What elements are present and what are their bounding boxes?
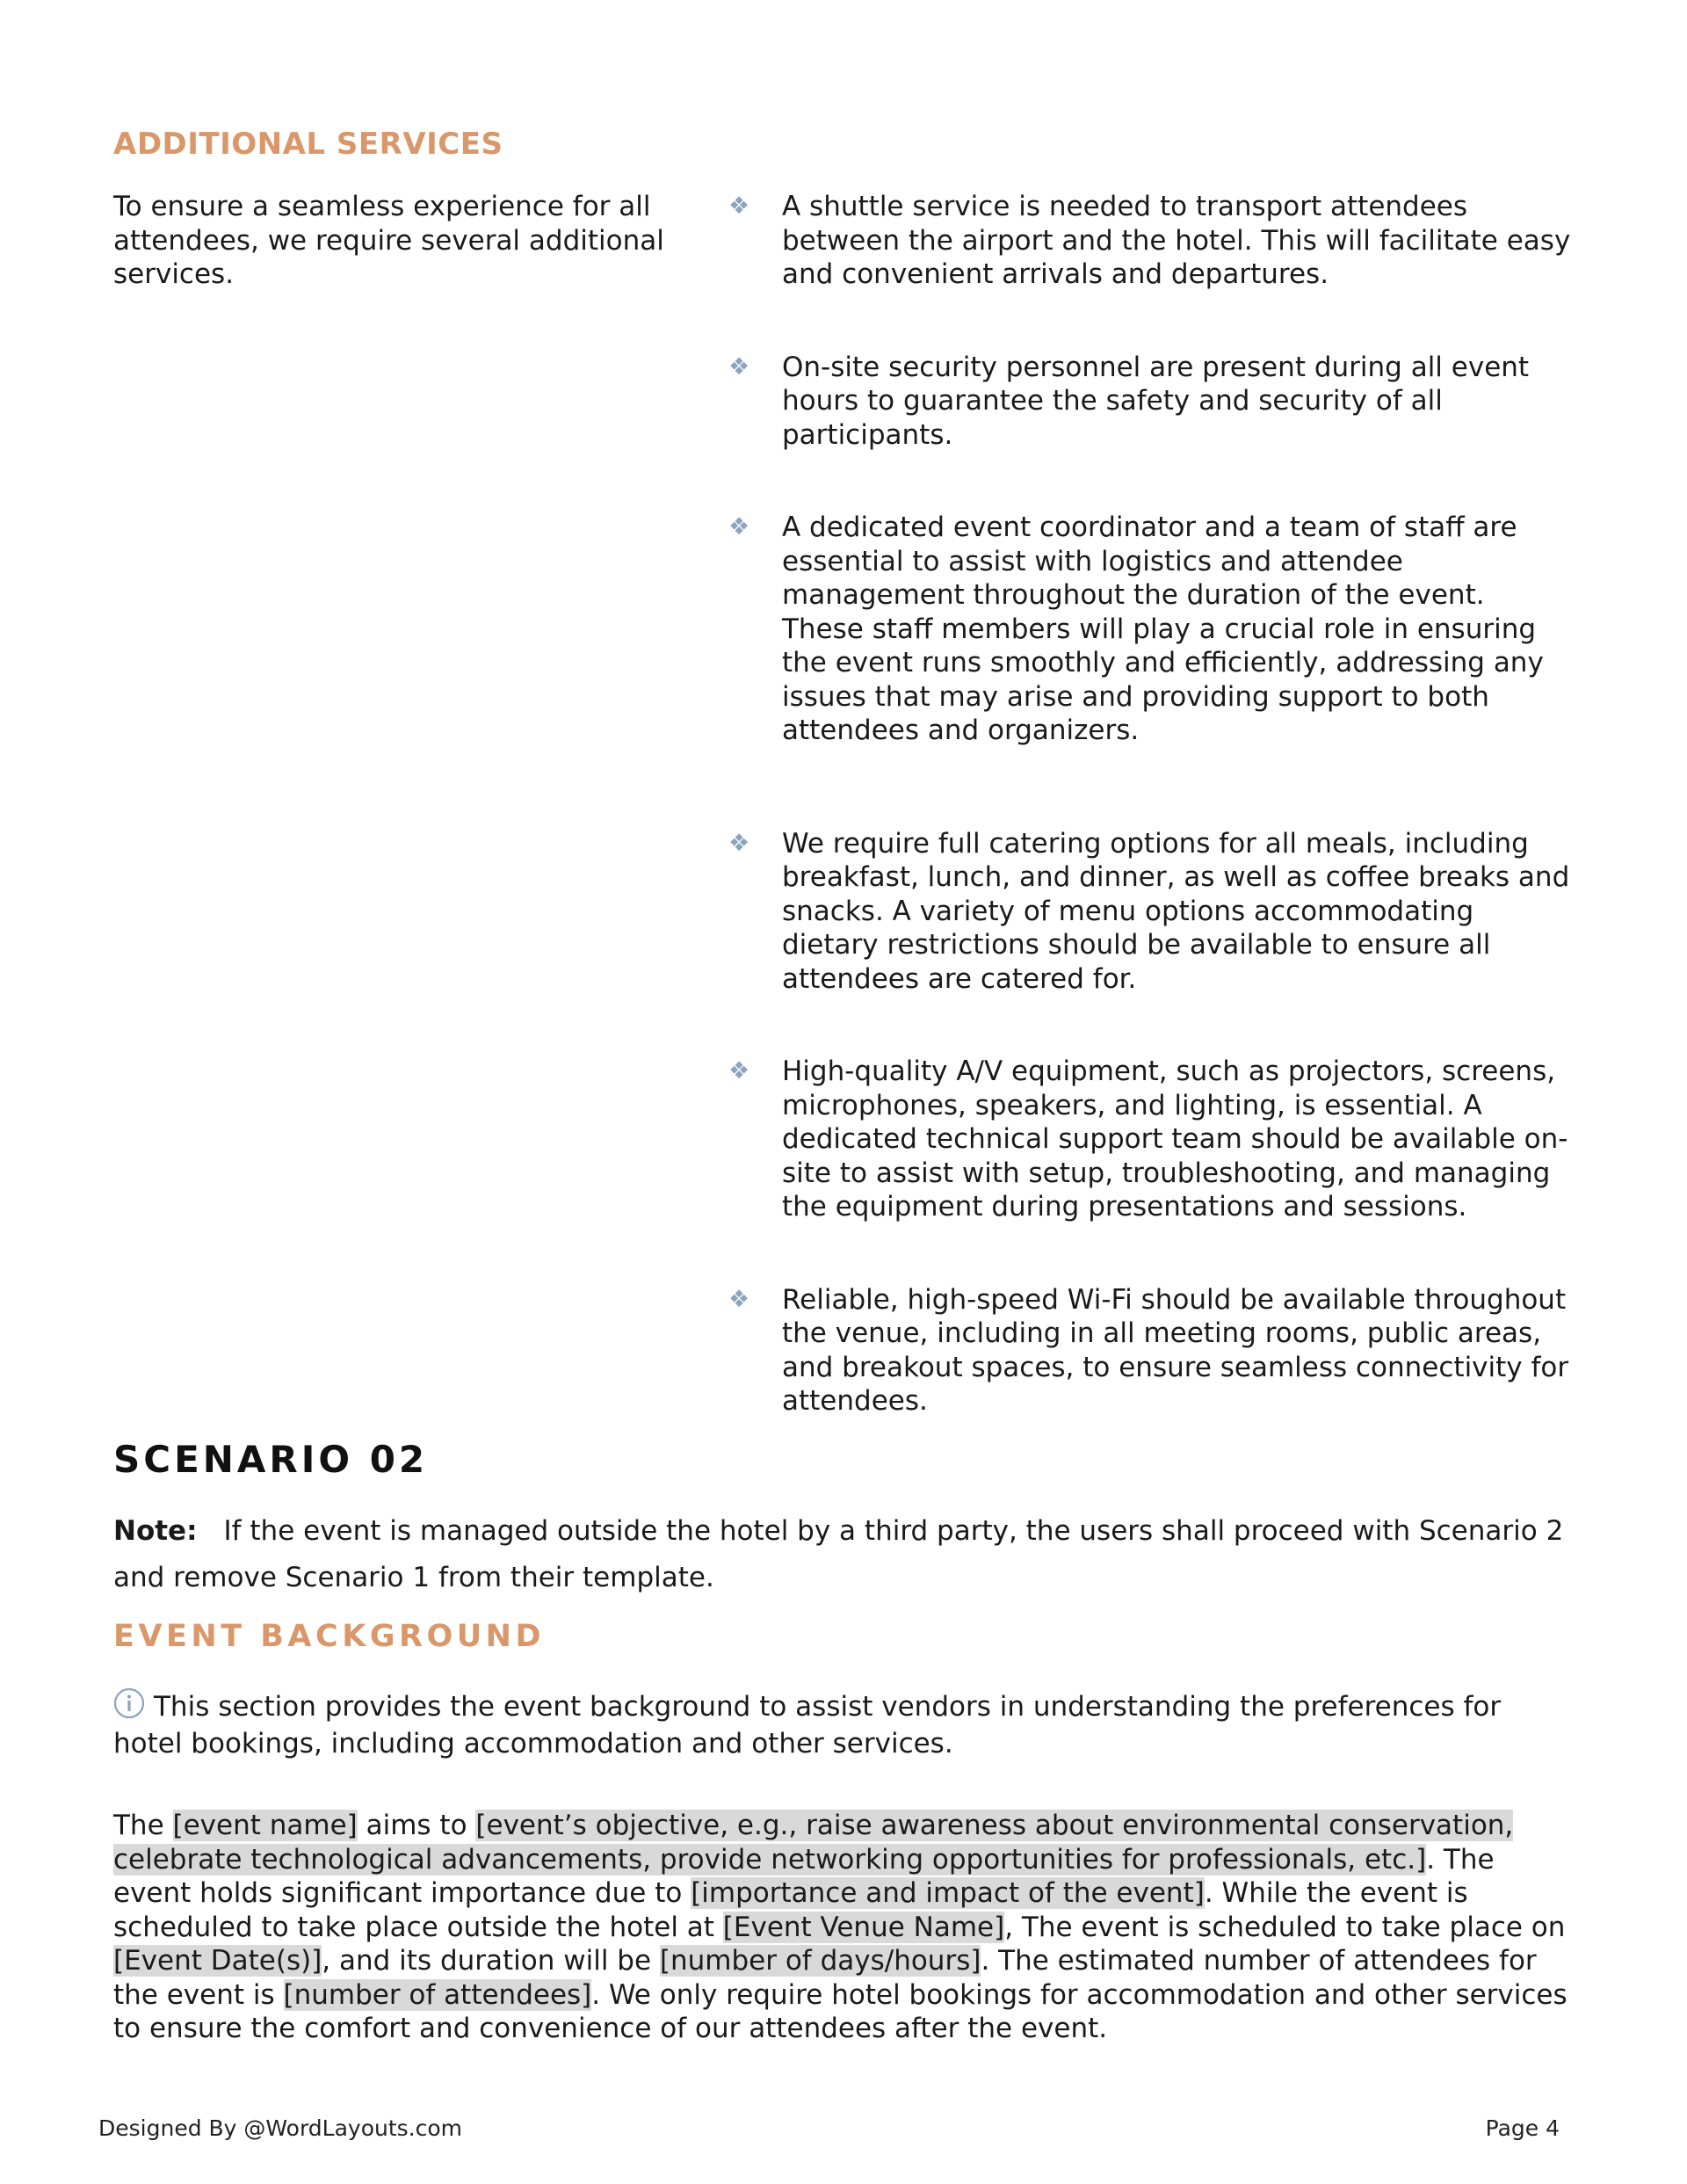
note-label: Note:: [113, 1515, 198, 1547]
note-text: If the event is managed outside the hotel by a third party, the users shall proceed with Scenario 2 and remove Scenario 1 from their template.: [113, 1515, 1564, 1593]
list-item: [728, 1283, 1572, 1419]
diamond-bullet-icon: ❖: [728, 192, 750, 220]
placeholder-event-name[interactable]: [event name]: [172, 1810, 358, 1841]
list-item: [728, 351, 1572, 453]
placeholder-importance[interactable]: [importance and impact of the event]: [691, 1877, 1205, 1909]
page-number: Page 4: [1485, 2115, 1560, 2141]
bullet-text: High-quality A/V equipment, such as projectors, screens, microphones, speakers, and lighting, is essential. A dedicated technical support team should be available on-site to assist with setup, troubleshooting, and managing the equipment during presentations and sessions.: [782, 1056, 1568, 1223]
paragraph-text: The: [113, 1810, 173, 1841]
list-item: [728, 190, 1572, 292]
diamond-bullet-icon: ❖: [728, 352, 750, 381]
list-item: [728, 827, 1572, 997]
paragraph-text: , The event is scheduled to take place on: [1004, 1911, 1566, 1943]
list-item: [728, 511, 1572, 748]
paragraph-text: . The event holds significant importance due to: [113, 1843, 1495, 1909]
event-background-heading: EVENT BACKGROUND: [113, 1619, 546, 1654]
info-text: This section provides the event background to assist vendors in understanding the preferences for hotel bookings, including accommodation and other services.: [113, 1691, 1502, 1760]
list-item: [728, 1055, 1572, 1224]
services-bullet-list: [728, 190, 1572, 1419]
footer-credit: Designed By @WordLayouts.com: [98, 2115, 463, 2141]
bullet-text: A dedicated event coordinator and a team of staff are essential to assist with logistics and attendee management throughout the duration of the event. These staff members will play a crucial role in ensuring the event runs smoothly and efficiently, addressing any issues that may arise and providing support to both attendees and organizers.: [782, 512, 1544, 746]
diamond-bullet-icon: ❖: [728, 829, 750, 857]
paragraph-text: . We only require hotel bookings for accommodation and other services to ensure the comfort and convenience of our attendees after the event.: [113, 1978, 1568, 2044]
placeholder-attendees[interactable]: [number of attendees]: [283, 1978, 592, 2011]
paragraph-text: . The estimated number of attendees for the event is: [113, 1945, 1537, 2011]
paragraph-text: , and its duration will be: [322, 1945, 660, 1977]
scenario-note: [113, 1508, 1572, 1601]
paragraph-text: aims to: [357, 1810, 476, 1841]
bullet-text: On-site security personnel are present during all event hours to guarantee the safety and security of all participants.: [782, 351, 1530, 451]
bullet-text: Reliable, high-speed Wi-Fi should be available throughout the venue, including in all meeting rooms, public areas, and breakout spaces, to ensure seamless connectivity for attendees.: [782, 1283, 1569, 1417]
paragraph-text: . While the event is scheduled to take place outside the hotel at: [113, 1877, 1468, 1943]
diamond-bullet-icon: ❖: [728, 1057, 750, 1085]
bullet-text: A shuttle service is needed to transport attendees between the airport and the hotel. This will facilitate easy and convenient arrivals and departures.: [782, 191, 1571, 290]
additional-services-intro: To ensure a seamless experience for all attendees, we require several additional services.: [113, 191, 664, 290]
diamond-bullet-icon: ❖: [728, 1285, 750, 1313]
placeholder-duration[interactable]: [number of days/hours]: [659, 1945, 981, 1977]
info-icon: [113, 1687, 145, 1719]
placeholder-event-objective[interactable]: [event’s objective, e.g., raise awareness about environmental conservation, celebrate technological advancements, provide networking opportunities for professionals, etc.]: [113, 1810, 1514, 1876]
additional-services-heading: ADDITIONAL SERVICES: [113, 127, 503, 162]
event-background-info: [113, 1687, 1572, 1762]
placeholder-venue-name[interactable]: [Event Venue Name]: [722, 1911, 1005, 1943]
bullet-text: We require full catering options for all meals, including breakfast, lunch, and dinner, as well as coffee breaks and snacks. A variety of menu options accommodating dietary restrictions should be available to ensure all attendees are catered for.: [782, 827, 1570, 995]
scenario-heading: SCENARIO 02: [113, 1438, 429, 1481]
placeholder-event-dates[interactable]: [Event Date(s)]: [113, 1945, 322, 1977]
diamond-bullet-icon: ❖: [728, 513, 750, 541]
event-background-paragraph: [113, 1809, 1572, 2046]
